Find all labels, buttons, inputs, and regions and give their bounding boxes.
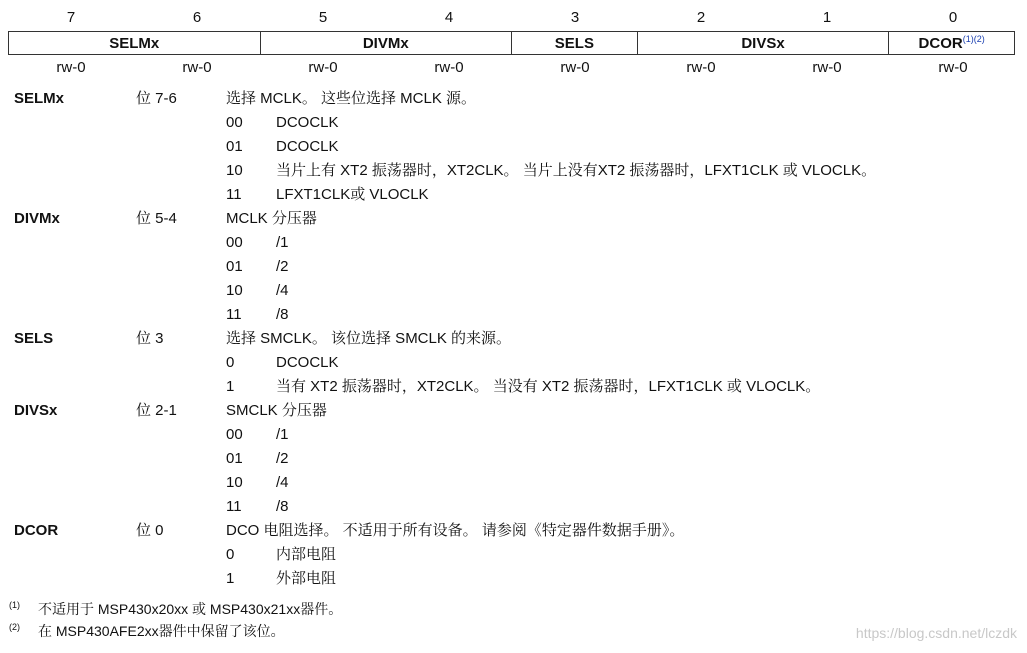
bit-number: 0: [948, 9, 958, 26]
footnote-1: [0, 598, 1027, 620]
value-code: 00: [226, 426, 243, 443]
value-meaning: DCOCLK: [276, 138, 339, 155]
footnote-mark: (1): [9, 600, 20, 610]
field-name: DCOR: [14, 522, 59, 539]
access-type: rw-0: [434, 59, 464, 76]
field-divsx: DIVSx: [637, 32, 889, 55]
field-text: 选择 SMCLK。 该位选择 SMCLK 的来源。: [226, 330, 512, 347]
value-row: [0, 423, 1027, 447]
value-meaning: 外部电阻: [276, 570, 337, 587]
field-bits: 位 7-6: [136, 90, 177, 107]
value-row: [0, 471, 1027, 495]
value-meaning: 当有 XT2 振荡器时，XT2CLK。 当没有 XT2 振荡器时，LFXT1CLK 或 VLOCLK。: [276, 378, 821, 395]
value-row: [0, 231, 1027, 255]
access-type: rw-0: [56, 59, 86, 76]
field-text: SMCLK 分压器: [226, 402, 327, 419]
field-name: SELMx: [14, 90, 65, 107]
value-code: 10: [226, 474, 243, 491]
value-code: 11: [226, 186, 242, 203]
value-meaning: DCOCLK: [276, 114, 339, 131]
watermark: https://blog.csdn.net/lczdk: [855, 625, 1017, 641]
value-meaning: LFXT1CLK或 VLOCLK: [276, 186, 429, 203]
value-code: 11: [226, 498, 242, 515]
bit-number: 5: [318, 9, 328, 26]
value-code: 00: [226, 234, 243, 251]
value-meaning: /1: [276, 426, 289, 443]
value-row: [0, 543, 1027, 567]
value-code: 00: [226, 114, 243, 131]
value-meaning: /4: [276, 282, 289, 299]
value-code: 11: [226, 306, 242, 323]
value-code: 01: [226, 258, 243, 275]
value-row: [0, 279, 1027, 303]
value-meaning: /1: [276, 234, 289, 251]
value-row: [0, 375, 1027, 399]
footnote-mark: (2): [9, 622, 20, 632]
bit-number: 7: [66, 9, 76, 26]
access-type: rw-0: [938, 59, 968, 76]
field-bits: 位 2-1: [136, 402, 177, 419]
access-type: rw-0: [560, 59, 590, 76]
value-code: 10: [226, 162, 243, 179]
value-code: 10: [226, 282, 243, 299]
value-row: [0, 447, 1027, 471]
bit-number: 1: [822, 9, 832, 26]
access-type: rw-0: [686, 59, 716, 76]
access-type: rw-0: [308, 59, 338, 76]
field-dcor: $DCOR^{(1)(2)}$: [889, 32, 1015, 55]
field-text: MCLK 分压器: [226, 210, 317, 227]
footnote-reference[interactable]: (1)(2): [962, 34, 985, 44]
value-meaning: /2: [276, 450, 289, 467]
footnote-text: 不适用于 MSP430x20xx 或 MSP430x21xx器件。: [38, 601, 343, 617]
field-description-divmx: [0, 207, 1027, 231]
access-type: rw-0: [812, 59, 842, 76]
value-meaning: /2: [276, 258, 289, 275]
field-text: DCO 电阻选择。 不适用于所有设备。 请参阅《特定器件数据手册》。: [226, 522, 685, 539]
field-name: DIVMx: [14, 210, 60, 227]
access-type: rw-0: [182, 59, 212, 76]
field-sels: SELS: [512, 32, 638, 55]
value-row: [0, 351, 1027, 375]
field-bits: 位 5-4: [136, 210, 177, 227]
access-type-row: [8, 58, 1016, 78]
bit-number-row: [8, 8, 1016, 28]
value-code: 01: [226, 138, 243, 155]
field-description-dcor: [0, 519, 1027, 543]
value-row: [0, 567, 1027, 591]
value-meaning: /8: [276, 306, 289, 323]
bit-number: 2: [696, 9, 706, 26]
value-row: [0, 255, 1027, 279]
field-description-divsx: [0, 399, 1027, 423]
value-meaning: /4: [276, 474, 289, 491]
value-code: 01: [226, 450, 243, 467]
value-row: [0, 111, 1027, 135]
field-description-selmx: [0, 87, 1027, 111]
value-code: 0: [226, 354, 235, 371]
register-field-table: [8, 31, 1015, 55]
value-row: [0, 135, 1027, 159]
bit-number: 4: [444, 9, 454, 26]
bit-number: 3: [570, 9, 580, 26]
field-name: SELS: [14, 330, 54, 347]
field-name: DIVSx: [14, 402, 58, 419]
value-row: [0, 183, 1027, 207]
value-meaning: 内部电阻: [276, 546, 337, 563]
field-descriptions: [0, 87, 1027, 591]
value-code: 0: [226, 546, 235, 563]
field-description-sels: [0, 327, 1027, 351]
value-code: 1: [226, 570, 235, 587]
field-selmx: SELMx: [9, 32, 261, 55]
field-text: 选择 MCLK。 这些位选择 MCLK 源。: [226, 90, 477, 107]
bit-number: 6: [192, 9, 202, 26]
value-row: [0, 303, 1027, 327]
value-meaning: /8: [276, 498, 289, 515]
value-meaning: 当片上有 XT2 振荡器时，XT2CLK。 当片上没有XT2 振荡器时，LFXT1CLK 或 VLOCLK。: [276, 162, 877, 179]
footnote-text: 在 MSP430AFE2xx器件中保留了该位。: [38, 623, 285, 639]
field-bits: 位 0: [136, 522, 164, 539]
value-meaning: DCOCLK: [276, 354, 339, 371]
value-code: 1: [226, 378, 235, 395]
value-row: [0, 159, 1027, 183]
field-divmx: DIVMx: [260, 32, 512, 55]
field-bits: 位 3: [136, 330, 164, 347]
value-row: [0, 495, 1027, 519]
